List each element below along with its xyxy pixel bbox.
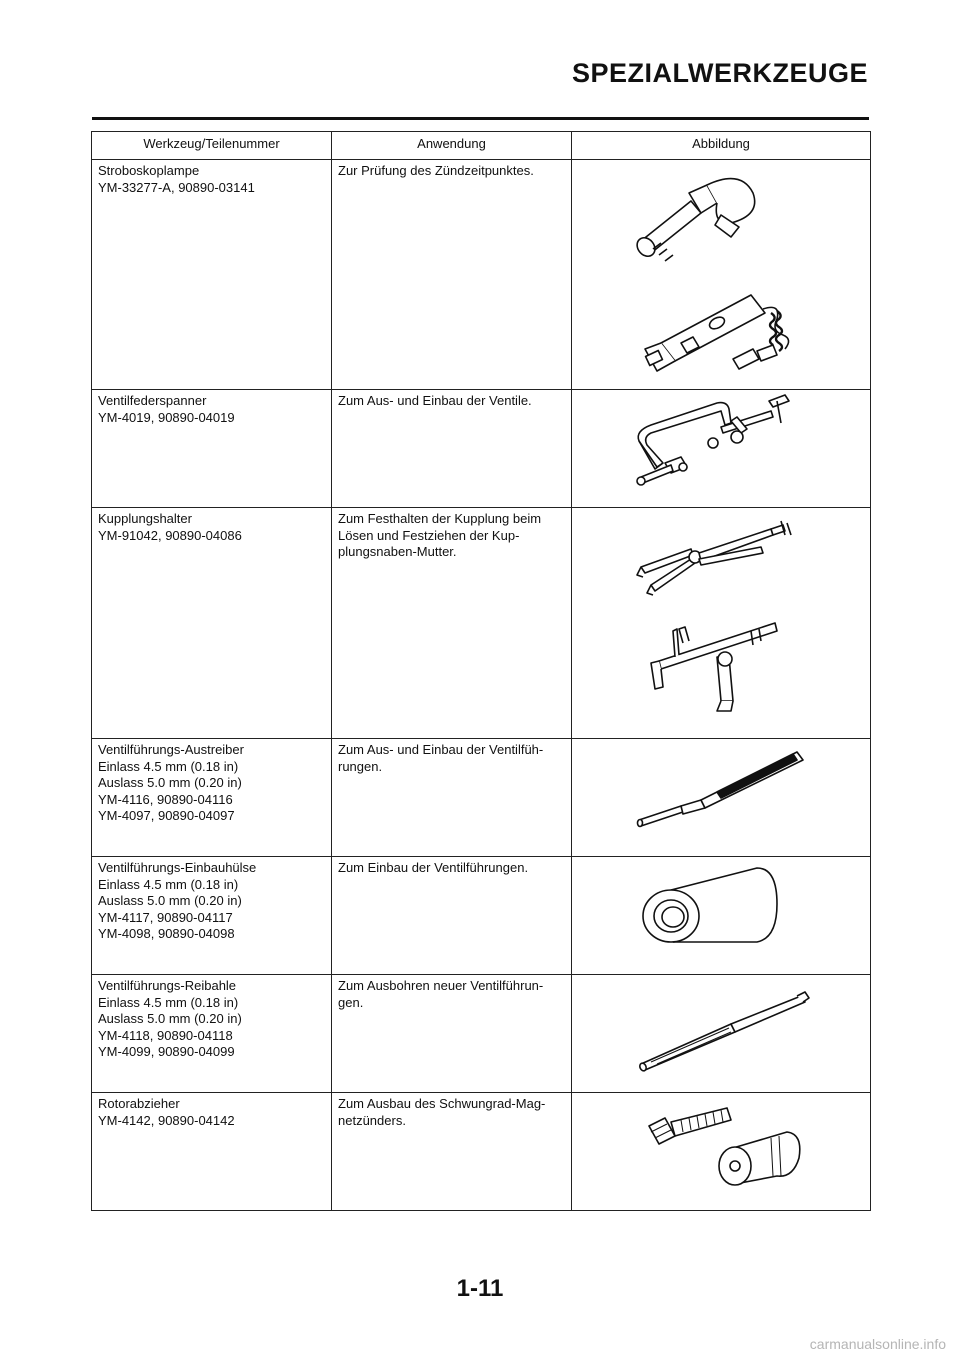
- tool-cell: [92, 160, 332, 390]
- use-text: Lösen und Festziehen der Kup-: [338, 527, 520, 543]
- illustration-cell: [572, 508, 871, 739]
- tool-name: Ventilführungs-Austreiber: [98, 742, 244, 757]
- tool-spec: Einlass 4.5 mm (0.18 in): [98, 876, 239, 892]
- column-header-illustration: Abbildung: [572, 132, 871, 160]
- tool-spec: Einlass 4.5 mm (0.18 in): [98, 994, 239, 1010]
- table-row: [92, 975, 871, 1093]
- tool-cell: [92, 390, 332, 508]
- tool-name: Ventilführungs-Reibahle: [98, 978, 237, 993]
- use-text: netzünders.: [338, 1112, 406, 1128]
- table-row: [92, 739, 871, 857]
- tool-cell: [92, 857, 332, 975]
- tool-spec: Auslass 5.0 mm (0.20 in): [98, 893, 242, 908]
- table-row: [92, 1093, 871, 1211]
- tool-spec: Auslass 5.0 mm (0.20 in): [98, 775, 242, 790]
- use-text: rungen.: [338, 758, 383, 774]
- table-row: [92, 508, 871, 739]
- tool-spec: Auslass 5.0 mm (0.20 in): [98, 1011, 242, 1026]
- watermark: carmanualsonline.info: [809, 1336, 946, 1352]
- table-row: [92, 857, 871, 975]
- illustration-cell: [572, 857, 871, 975]
- part-number: YM-91042, 90890-04086: [98, 527, 242, 543]
- tool-cell: [92, 1093, 332, 1211]
- column-header-use: Anwendung: [332, 132, 572, 160]
- use-text: Zum Ausbohren neuer Ventilführun-: [338, 978, 544, 993]
- part-number: YM-4097, 90890-04097: [98, 808, 235, 823]
- timing-light-icon: [621, 163, 821, 383]
- valve-guide-remover-icon: [621, 742, 821, 842]
- valve-guide-reamer-icon: [621, 978, 821, 1078]
- use-text: Zur Prüfung des Zündzeitpunktes.: [338, 163, 534, 178]
- part-number: YM-4099, 90890-04099: [98, 1044, 235, 1059]
- table-row: [92, 160, 871, 390]
- illustration-cell: [572, 390, 871, 508]
- tool-name: Rotorabzieher: [98, 1096, 180, 1111]
- illustration-cell: [572, 975, 871, 1093]
- part-number: YM-4019, 90890-04019: [98, 409, 235, 425]
- use-cell: [332, 975, 572, 1093]
- tool-cell: [92, 508, 332, 739]
- tool-name: Kupplungshalter: [98, 511, 192, 526]
- use-cell: [332, 390, 572, 508]
- table-row: [92, 390, 871, 508]
- title-rule: [92, 117, 869, 120]
- part-number: YM-4116, 90890-04116: [98, 791, 233, 807]
- part-number: YM-4098, 90890-04098: [98, 926, 235, 941]
- illustration-cell: [572, 1093, 871, 1211]
- use-cell: [332, 160, 572, 390]
- use-text: Zum Aus- und Einbau der Ventilfüh-: [338, 742, 544, 757]
- clutch-holder-icon: [621, 511, 821, 721]
- use-text: Zum Einbau der Ventilführungen.: [338, 860, 529, 875]
- page-number: 1-11: [456, 1275, 504, 1302]
- tool-cell: [92, 739, 332, 857]
- rotor-puller-icon: [621, 1096, 821, 1196]
- use-cell: [332, 739, 572, 857]
- tool-name: Stroboskoplampe: [98, 163, 200, 178]
- valve-spring-compressor-icon: [621, 393, 821, 498]
- part-number: YM-33277-A, 90890-03141: [98, 179, 255, 195]
- tool-spec: Einlass 4.5 mm (0.18 in): [98, 758, 239, 774]
- part-number: YM-4142, 90890-04142: [98, 1112, 235, 1128]
- illustration-cell: [572, 739, 871, 857]
- use-text: Zum Festhalten der Kupplung beim: [338, 511, 542, 526]
- table-header-row: [92, 132, 871, 160]
- tool-name: Ventilführungs-Einbauhülse: [98, 860, 257, 875]
- use-cell: [332, 508, 572, 739]
- tool-cell: [92, 975, 332, 1093]
- use-text: Zum Ausbau des Schwungrad-Mag-: [338, 1096, 546, 1111]
- tool-name: Ventilfederspanner: [98, 393, 207, 408]
- use-cell: [332, 1093, 572, 1211]
- use-text: Zum Aus- und Einbau der Ventile.: [338, 393, 532, 408]
- use-text: plungsnaben-Mutter.: [338, 544, 457, 559]
- valve-guide-installer-icon: [621, 860, 821, 960]
- special-tools-table: [91, 131, 871, 1211]
- use-text: gen.: [338, 994, 364, 1010]
- page-title: SPEZIALWERKZEUGE: [571, 58, 868, 88]
- use-cell: [332, 857, 572, 975]
- column-header-tool: Werkzeug/Teilenummer: [92, 132, 332, 160]
- illustration-cell: [572, 160, 871, 390]
- part-number: YM-4117, 90890-04117: [98, 909, 233, 925]
- part-number: YM-4118, 90890-04118: [98, 1027, 233, 1043]
